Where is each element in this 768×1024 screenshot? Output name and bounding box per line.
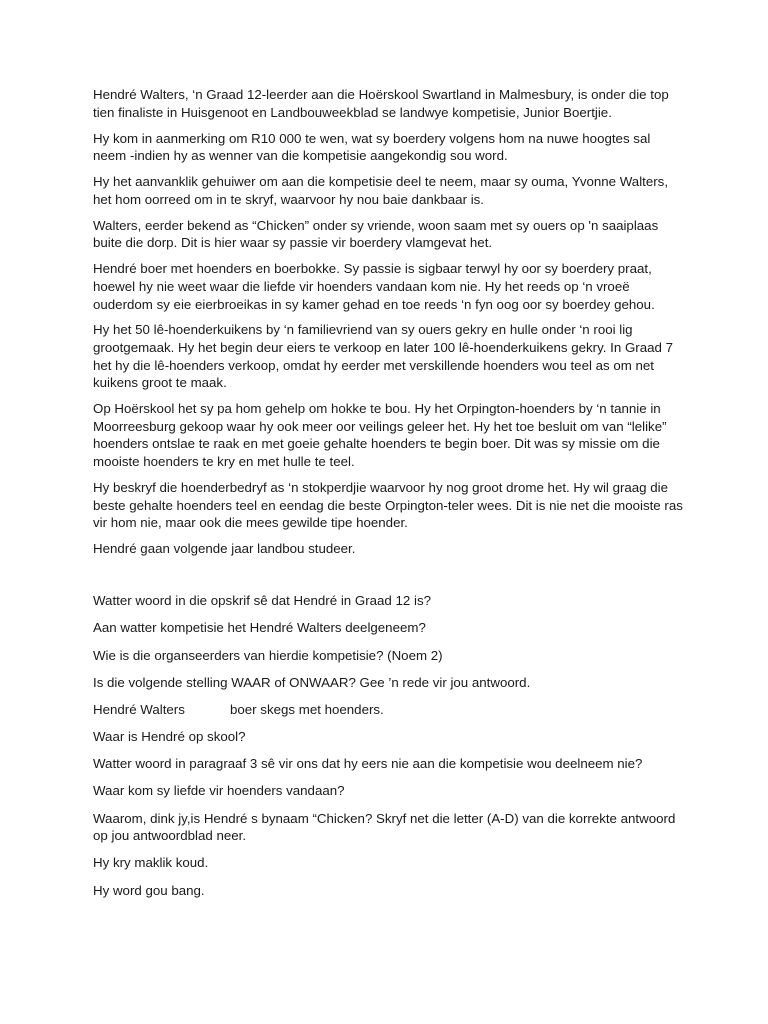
document-page (93, 86, 683, 909)
article (93, 86, 683, 558)
article-paragraph-2: Hy kom in aanmerking om R10 000 te wen, wat sy boerdery volgens hom na nuwe hoogtes sal neem -indien hy as wenner van die kompetisie aangekondig sou word. (93, 130, 651, 164)
question-8: Waarom, dink jy,is Hendré s bynaam “Chicken? Skryf net die letter (A-D) van die korrekte antwoord op jou antwoordblad neer. (93, 810, 676, 844)
article-paragraph-5: Hendré boer met hoenders en boerbokke. Sy passie is sigbaar terwyl hy oor sy boerdery praat, hoewel hy nie weet waar die liefde vir hoenders vandaan kom nie. Hy het reeds op ‘n vroeë ouderdom sy eie eierbroeikas in sy kamer gehad en toe reeds ‘n fyn oog oor sy boerdey gehou. (93, 261, 655, 312)
article-paragraph-7: Op Hoërskool het sy pa hom gehelp om hokke te bou. Hy het Orpington-hoenders by ‘n tannie in Moorreesburg gekoop waar hy ook meer oor veilings geleer het. Hy het toe besluit om van “lelike” hoenders ontslae te raak en met goeie gehalte hoenders te begin boer. Dit was sy missie om die mooiste hoenders te kry en met hulle te teel. (93, 401, 667, 470)
answer-option-2: Hy word gou bang. (93, 882, 205, 898)
statement-text: boer skegs met hoenders. (230, 701, 384, 717)
question-5: Waar is Hendré op skool? (93, 729, 246, 745)
answer-option-1: Hy kry maklik koud. (93, 855, 209, 871)
true-false-statement (93, 701, 683, 719)
question-1: Watter woord in die opskrif sê dat Hendré in Graad 12 is? (93, 593, 432, 609)
article-paragraph-9: Hendré gaan volgende jaar landbou studeer. (93, 541, 356, 557)
statement-subject: Hendré Walters (93, 701, 185, 717)
question-7: Waar kom sy liefde vir hoenders vandaan? (93, 783, 345, 799)
article-paragraph-4: Walters, eerder bekend as “Chicken” onder sy vriende, woon saam met sy ouers op 'n saaiplaas buite die dorp. Dit is hier waar sy passie vir boerdery vlamgevat het. (93, 217, 659, 251)
section-gap (93, 566, 683, 592)
question-6: Watter woord in paragraaf 3 sê vir ons dat hy eers nie aan die kompetisie wou deelneem nie? (93, 756, 643, 772)
article-paragraph-8: Hy beskryf die hoenderbedryf as ‘n stokperdjie waarvoor hy nog groot drome het. Hy wil graag die beste gehalte hoenders teel en eendag die beste Orpington-teler wees. Dit is nie net die mooiste ras vir hom nie, maar ook die mees gewilde tipe hoender. (93, 480, 683, 531)
question-4: Is die volgende stelling WAAR of ONWAAR? Gee ’n rede vir jou antwoord. (93, 674, 531, 690)
question-3: Wie is die organseerders van hierdie kompetisie? (Noem 2) (93, 647, 443, 663)
questions-section (93, 592, 683, 899)
question-2: Aan watter kompetisie het Hendré Walters deelgeneem? (93, 620, 426, 636)
article-paragraph-3: Hy het aanvanklik gehuiwer om aan die kompetisie deel te neem, maar sy ouma, Yvonne Walters, het hom oorreed om in te skryf, waarvoor hy nou baie dankbaar is. (93, 174, 669, 207)
article-paragraph-1: Hendré Walters, ‘n Graad 12-leerder aan die Hoërskool Swartland in Malmesbury, is onder die top tien finaliste in Huisgenoot en Landbouweekblad se landwye kompetisie, Junior Boertjie. (93, 87, 669, 120)
article-paragraph-6: Hy het 50 lê-hoenderkuikens by ‘n familievriend van sy ouers gekry en hulle onder ‘n rooi lig grootgemaak. Hy het begin deur eiers te verkoop en later 100 lê-hoenderkuikens gekry. In Graad 7 het hy die lê-hoenders verkoop, omdat hy eerder met verskillende hoenders wou teel as om net kuikens groot te maak. (93, 322, 673, 391)
